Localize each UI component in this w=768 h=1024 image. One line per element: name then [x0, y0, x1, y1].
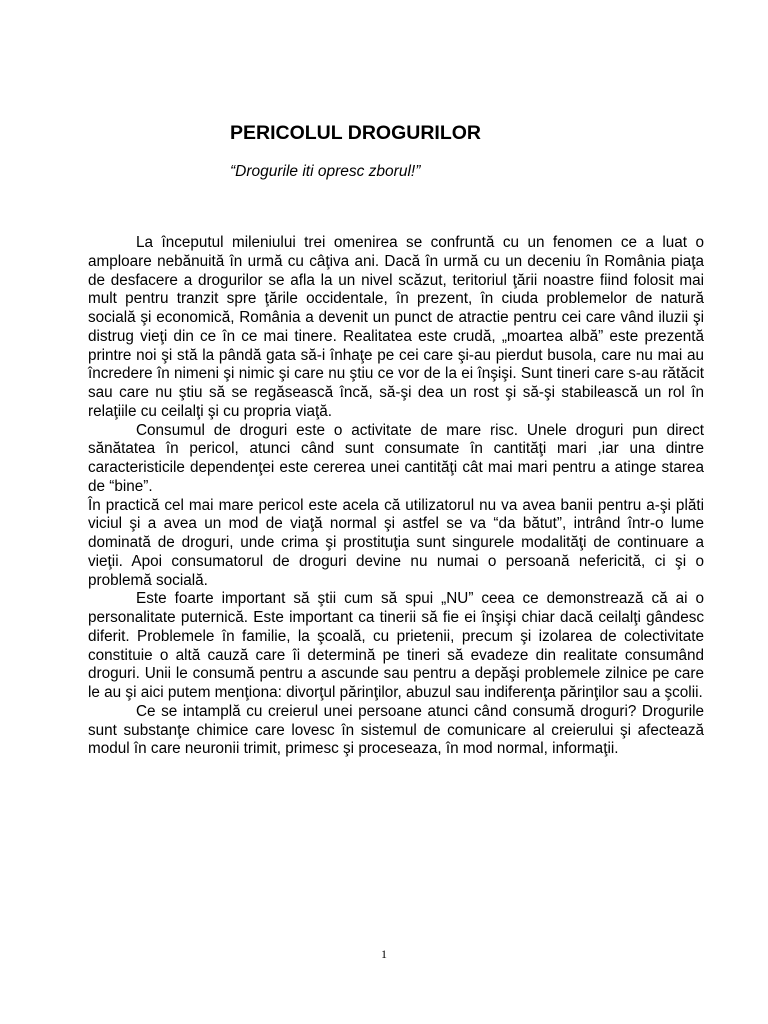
body-text [88, 234, 704, 759]
paragraph-5: Ce se intamplă cu creierul unei persoane atunci când consumă droguri? Drogurile sunt substanţe chimice care lovesc în sistemul de comunicare al creierului şi afectează modul în care neuronii trimit, primesc şi proceseaza, în mod normal, informaţii. [88, 702, 704, 758]
page-subtitle-quote: “Drogurile iti opresc zborul!” [230, 163, 421, 180]
paragraph-4: Este foarte important să ştii cum să spui „NU” ceea ce demonstrează că ai o personalitate puternică. Este important ca tinerii să fie ei înşişi chiar dacă ceilalţi gândesc diferit. Problemele în familie, la şcoală, cu prietenii, precum şi izolarea de colectivitate constituie o altă cauză care îi determină pe tineri să evadeze din realitate consumând droguri. Unii le consumă pentru a ascunde sau pentru a depăşi problemele zilnice pe care le au şi aici putem menţiona: divorţul părinţilor, abuzul sau indiferenţa părinţilor sau a şcolii. [88, 590, 704, 701]
paragraph-3: În practică cel mai mare pericol este acela că utilizatorul nu va avea banii pentru a-şi plăti viciul şi a avea un mod de viaţă normal şi astfel se va “da bătut”, intrând într-o lume dominată de droguri, unde crima şi prostituţia sunt singurele modalităţi de continuare a vieţii. Apoi consumatorul de droguri devine nu numai o persoană nefericită, ci şi o problemă socială. [88, 496, 704, 589]
paragraph-2: Consumul de droguri este o activitate de mare risc. Unele droguri pun direct sănătatea în pericol, atunci când sunt consumate în cantităţi mari ,iar una dintre caracteristicile dependenţei este cererea unei cantităţi cât mai mari pentru a atinge starea de “bine”. [88, 421, 704, 495]
page-number: 1 [381, 947, 387, 961]
paragraph-1: La începutul mileniului trei omenirea se confruntă cu un fenomen ce a luat o amploare nebănuită în urmă cu câţiva ani. Dacă în urmă cu un deceniu în România piaţa de desfacere a drogurilor se afla la un nivel scăzut, teritoriul ţării noastre fiind folosit mai mult pentru tranzit spre ţările occidentale, în prezent, în ciuda problemelor de natură socială şi economică, România a devenit un punct de atractie pentru cei care vând iluzii şi distrug vieţi din ce în ce mai tinere. Realitatea este crudă, „moartea albă” este prezentă printre noi şi stă la pândă gata să-i înhaţe pe cei care şi-au pierdut busola, care nu mai au încredere în nimeni şi nimic şi care nu ştiu ce vor de la ei înşişi. Sunt tineri care s-au rătăcit sau care nu ştiu să se regăsească încă, să-şi dea un rost şi să-şi stabilească un rol în relaţiile cu ceilalţi şi cu propria viaţă. [88, 234, 704, 420]
page-title: PERICOLUL DROGURILOR [230, 122, 481, 144]
